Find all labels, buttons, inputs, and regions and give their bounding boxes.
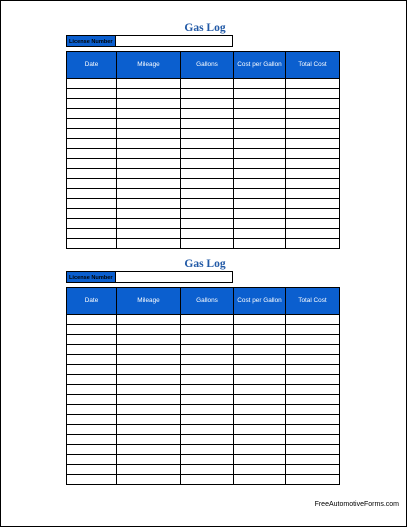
- table-row: [67, 445, 340, 455]
- table-cell[interactable]: [117, 375, 181, 385]
- table-cell[interactable]: [67, 179, 117, 189]
- table-cell[interactable]: [67, 189, 117, 199]
- table-cell[interactable]: [117, 239, 181, 249]
- table-cell[interactable]: [117, 315, 181, 325]
- table-cell[interactable]: [117, 345, 181, 355]
- table-cell[interactable]: [117, 405, 181, 415]
- table-cell[interactable]: [67, 355, 117, 365]
- column-header-cost-per-gallon: Cost per Gallon: [234, 288, 286, 315]
- table-cell[interactable]: [234, 375, 286, 385]
- table-cell[interactable]: [117, 455, 181, 465]
- table-cell[interactable]: [181, 435, 234, 445]
- table-cell[interactable]: [67, 365, 117, 375]
- table-cell[interactable]: [234, 425, 286, 435]
- gas-log-section-2: [66, 258, 339, 485]
- table-cell[interactable]: [234, 465, 286, 475]
- table-row: [67, 465, 340, 475]
- table-cell[interactable]: [67, 475, 117, 485]
- table-cell[interactable]: [181, 425, 234, 435]
- gas-log-section-1: [66, 22, 339, 249]
- table-row: [67, 179, 340, 189]
- table-cell[interactable]: [117, 435, 181, 445]
- table-cell[interactable]: [234, 239, 286, 249]
- table-cell[interactable]: [181, 395, 234, 405]
- table-cell[interactable]: [67, 465, 117, 475]
- table-row: [67, 335, 340, 345]
- gas-log-table: [66, 287, 340, 485]
- table-cell[interactable]: [67, 79, 117, 89]
- table-row: [67, 385, 340, 395]
- table-cell[interactable]: [181, 325, 234, 335]
- table-cell[interactable]: [286, 169, 340, 179]
- table-cell[interactable]: [286, 445, 340, 455]
- table-cell[interactable]: [67, 455, 117, 465]
- table-cell[interactable]: [181, 445, 234, 455]
- table-cell[interactable]: [234, 119, 286, 129]
- table-cell[interactable]: [286, 79, 340, 89]
- table-cell[interactable]: [67, 405, 117, 415]
- table-row: [67, 425, 340, 435]
- table-cell[interactable]: [67, 119, 117, 129]
- table-cell[interactable]: [181, 89, 234, 99]
- table-cell[interactable]: [67, 325, 117, 335]
- table-row: [67, 365, 340, 375]
- table-row: [67, 325, 340, 335]
- table-row: [67, 239, 340, 249]
- table-cell[interactable]: [67, 375, 117, 385]
- table-row: [67, 375, 340, 385]
- table-cell[interactable]: [181, 219, 234, 229]
- table-cell[interactable]: [234, 395, 286, 405]
- license-number-field[interactable]: [116, 271, 233, 283]
- table-row: [67, 129, 340, 139]
- column-header-date: Date: [67, 288, 117, 315]
- table-cell[interactable]: [234, 169, 286, 179]
- table-cell[interactable]: [67, 229, 117, 239]
- table-cell[interactable]: [67, 139, 117, 149]
- table-cell[interactable]: [67, 345, 117, 355]
- table-cell[interactable]: [181, 179, 234, 189]
- table-row: [67, 139, 340, 149]
- table-cell[interactable]: [181, 315, 234, 325]
- table-cell[interactable]: [286, 239, 340, 249]
- table-cell[interactable]: [286, 159, 340, 169]
- table-row: [67, 229, 340, 239]
- table-cell[interactable]: [234, 199, 286, 209]
- log-rows: [67, 315, 340, 485]
- license-row: [66, 35, 339, 47]
- table-cell[interactable]: [117, 219, 181, 229]
- table-cell[interactable]: [117, 129, 181, 139]
- table-cell[interactable]: [234, 219, 286, 229]
- table-cell[interactable]: [117, 425, 181, 435]
- table-cell[interactable]: [181, 335, 234, 345]
- table-cell[interactable]: [286, 425, 340, 435]
- table-cell[interactable]: [181, 345, 234, 355]
- table-cell[interactable]: [181, 209, 234, 219]
- table-cell[interactable]: [286, 119, 340, 129]
- table-cell[interactable]: [286, 415, 340, 425]
- table-row: [67, 109, 340, 119]
- table-cell[interactable]: [117, 465, 181, 475]
- table-cell[interactable]: [181, 149, 234, 159]
- table-cell[interactable]: [181, 355, 234, 365]
- table-cell[interactable]: [67, 239, 117, 249]
- table-cell[interactable]: [234, 159, 286, 169]
- table-row: [67, 475, 340, 485]
- table-cell[interactable]: [181, 189, 234, 199]
- table-cell[interactable]: [286, 149, 340, 159]
- table-cell[interactable]: [181, 365, 234, 375]
- table-cell[interactable]: [181, 465, 234, 475]
- table-row: [67, 209, 340, 219]
- table-cell[interactable]: [286, 465, 340, 475]
- table-cell[interactable]: [181, 169, 234, 179]
- table-row: [67, 169, 340, 179]
- table-cell[interactable]: [67, 445, 117, 455]
- table-cell[interactable]: [67, 315, 117, 325]
- table-cell[interactable]: [286, 385, 340, 395]
- table-cell[interactable]: [67, 169, 117, 179]
- column-header-mileage: Mileage: [117, 52, 181, 79]
- table-cell[interactable]: [181, 475, 234, 485]
- column-header-gallons: Gallons: [181, 52, 234, 79]
- table-row: [67, 89, 340, 99]
- column-header-cost-per-gallon: Cost per Gallon: [234, 52, 286, 79]
- table-cell[interactable]: [286, 325, 340, 335]
- table-cell[interactable]: [67, 149, 117, 159]
- table-cell[interactable]: [67, 415, 117, 425]
- table-cell[interactable]: [67, 395, 117, 405]
- license-number-field[interactable]: [116, 35, 233, 47]
- column-header-total-cost: Total Cost: [286, 52, 340, 79]
- table-cell[interactable]: [117, 415, 181, 425]
- table-cell[interactable]: [67, 219, 117, 229]
- table-cell[interactable]: [286, 129, 340, 139]
- table-cell[interactable]: [286, 179, 340, 189]
- table-cell[interactable]: [286, 455, 340, 465]
- table-cell[interactable]: [181, 455, 234, 465]
- table-cell[interactable]: [234, 139, 286, 149]
- table-cell[interactable]: [234, 365, 286, 375]
- table-row: [67, 159, 340, 169]
- table-cell[interactable]: [67, 99, 117, 109]
- table-cell[interactable]: [117, 325, 181, 335]
- table-cell[interactable]: [67, 109, 117, 119]
- table-row: [67, 355, 340, 365]
- table-cell[interactable]: [181, 139, 234, 149]
- table-cell[interactable]: [117, 179, 181, 189]
- table-cell[interactable]: [286, 475, 340, 485]
- table-cell[interactable]: [234, 405, 286, 415]
- table-cell[interactable]: [286, 365, 340, 375]
- table-cell[interactable]: [117, 79, 181, 89]
- table-cell[interactable]: [117, 385, 181, 395]
- table-cell[interactable]: [117, 445, 181, 455]
- table-cell[interactable]: [117, 99, 181, 109]
- column-header-mileage: Mileage: [117, 288, 181, 315]
- table-cell[interactable]: [234, 149, 286, 159]
- table-cell[interactable]: [234, 315, 286, 325]
- table-cell[interactable]: [117, 189, 181, 199]
- column-header-gallons: Gallons: [181, 288, 234, 315]
- table-cell[interactable]: [67, 199, 117, 209]
- table-cell[interactable]: [181, 129, 234, 139]
- table-row: [67, 119, 340, 129]
- table-row: [67, 219, 340, 229]
- table-cell[interactable]: [234, 435, 286, 445]
- table-cell[interactable]: [286, 355, 340, 365]
- log-title: Gas Log: [184, 22, 226, 34]
- table-cell[interactable]: [286, 109, 340, 119]
- table-row: [67, 405, 340, 415]
- table-cell[interactable]: [181, 199, 234, 209]
- table-cell[interactable]: [67, 335, 117, 345]
- table-cell[interactable]: [117, 209, 181, 219]
- table-row: [67, 415, 340, 425]
- table-cell[interactable]: [286, 405, 340, 415]
- table-cell[interactable]: [286, 229, 340, 239]
- table-cell[interactable]: [286, 199, 340, 209]
- table-cell[interactable]: [234, 335, 286, 345]
- table-cell[interactable]: [181, 385, 234, 395]
- table-cell[interactable]: [234, 189, 286, 199]
- table-cell[interactable]: [286, 315, 340, 325]
- column-header-date: Date: [67, 52, 117, 79]
- log-title: Gas Log: [184, 258, 226, 270]
- table-cell[interactable]: [117, 229, 181, 239]
- table-cell[interactable]: [286, 435, 340, 445]
- table-cell[interactable]: [286, 395, 340, 405]
- table-row: [67, 435, 340, 445]
- table-row: [67, 79, 340, 89]
- table-cell[interactable]: [234, 345, 286, 355]
- table-cell[interactable]: [286, 345, 340, 355]
- table-cell[interactable]: [181, 99, 234, 109]
- table-cell[interactable]: [181, 375, 234, 385]
- table-cell[interactable]: [181, 159, 234, 169]
- table-row: [67, 455, 340, 465]
- table-cell[interactable]: [117, 475, 181, 485]
- table-cell[interactable]: [234, 475, 286, 485]
- table-cell[interactable]: [234, 385, 286, 395]
- table-cell[interactable]: [286, 219, 340, 229]
- table-cell[interactable]: [286, 335, 340, 345]
- table-cell[interactable]: [181, 415, 234, 425]
- table-cell[interactable]: [117, 149, 181, 159]
- license-number-label: License Number: [66, 271, 116, 283]
- table-cell[interactable]: [67, 89, 117, 99]
- table-cell[interactable]: [67, 129, 117, 139]
- footer-site-name: FreeAutomotiveForms.com: [314, 501, 399, 508]
- table-cell[interactable]: [181, 109, 234, 119]
- table-header-row: [67, 52, 340, 79]
- table-cell[interactable]: [181, 229, 234, 239]
- table-cell[interactable]: [117, 159, 181, 169]
- table-cell[interactable]: [181, 119, 234, 129]
- table-row: [67, 189, 340, 199]
- table-cell[interactable]: [234, 229, 286, 239]
- table-row: [67, 99, 340, 109]
- table-cell[interactable]: [181, 79, 234, 89]
- table-cell[interactable]: [67, 159, 117, 169]
- table-cell[interactable]: [117, 355, 181, 365]
- table-cell[interactable]: [286, 139, 340, 149]
- license-row: [66, 271, 339, 283]
- table-cell[interactable]: [67, 435, 117, 445]
- table-cell[interactable]: [234, 89, 286, 99]
- table-cell[interactable]: [234, 99, 286, 109]
- table-cell[interactable]: [117, 365, 181, 375]
- table-cell[interactable]: [117, 335, 181, 345]
- table-cell[interactable]: [234, 415, 286, 425]
- column-header-total-cost: Total Cost: [286, 288, 340, 315]
- table-cell[interactable]: [234, 179, 286, 189]
- table-cell[interactable]: [286, 99, 340, 109]
- table-cell[interactable]: [234, 455, 286, 465]
- table-cell[interactable]: [67, 385, 117, 395]
- table-row: [67, 395, 340, 405]
- table-cell[interactable]: [117, 395, 181, 405]
- table-cell[interactable]: [234, 109, 286, 119]
- table-cell[interactable]: [117, 139, 181, 149]
- table-cell[interactable]: [234, 355, 286, 365]
- table-cell[interactable]: [286, 189, 340, 199]
- table-cell[interactable]: [234, 325, 286, 335]
- table-cell[interactable]: [117, 169, 181, 179]
- table-cell[interactable]: [67, 209, 117, 219]
- table-cell[interactable]: [234, 129, 286, 139]
- table-cell[interactable]: [117, 109, 181, 119]
- table-cell[interactable]: [67, 425, 117, 435]
- table-cell[interactable]: [286, 375, 340, 385]
- table-cell[interactable]: [286, 89, 340, 99]
- table-cell[interactable]: [117, 199, 181, 209]
- table-row: [67, 345, 340, 355]
- log-rows: [67, 79, 340, 249]
- table-row: [67, 199, 340, 209]
- table-cell[interactable]: [286, 209, 340, 219]
- table-cell[interactable]: [234, 79, 286, 89]
- table-row: [67, 315, 340, 325]
- table-cell[interactable]: [117, 89, 181, 99]
- table-cell[interactable]: [234, 445, 286, 455]
- table-cell[interactable]: [234, 209, 286, 219]
- table-row: [67, 149, 340, 159]
- table-cell[interactable]: [181, 239, 234, 249]
- license-number-label: License Number: [66, 35, 116, 47]
- table-cell[interactable]: [181, 405, 234, 415]
- table-header-row: [67, 288, 340, 315]
- gas-log-table: [66, 51, 340, 249]
- table-cell[interactable]: [117, 119, 181, 129]
